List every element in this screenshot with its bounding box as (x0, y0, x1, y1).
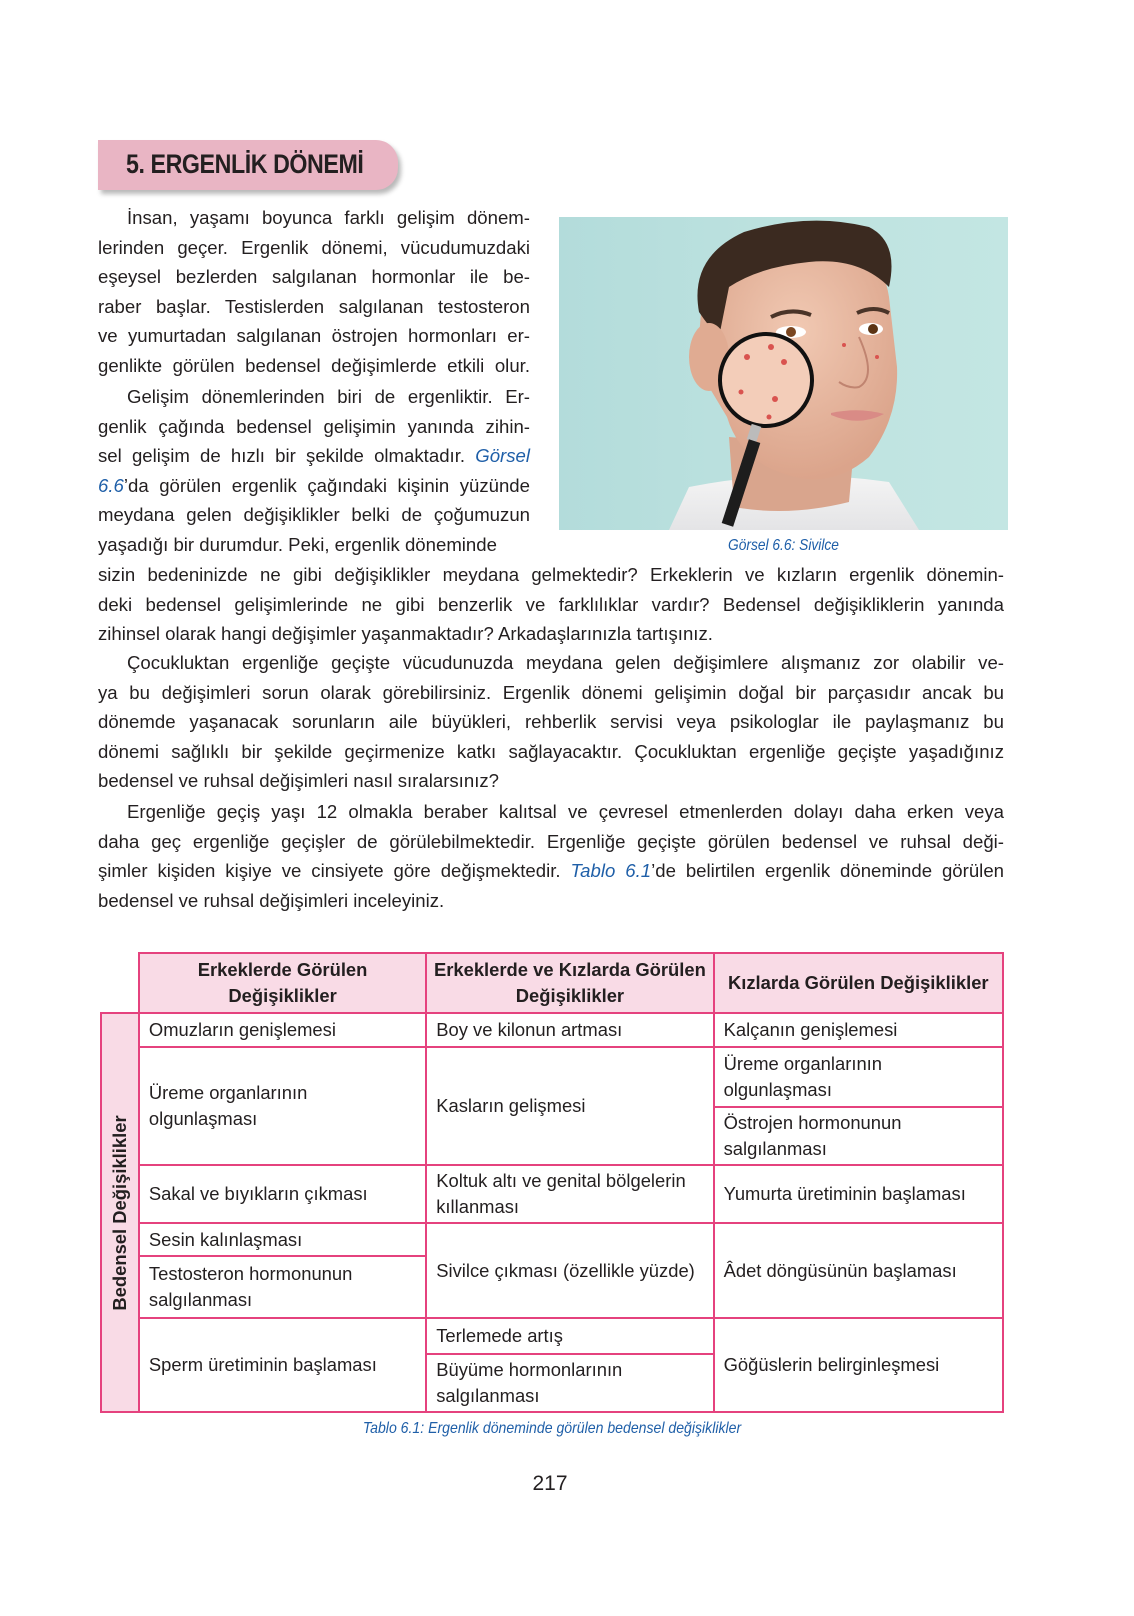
text-line: eşeysel bezlerden salgılanan hormonlar ile be- (98, 266, 530, 288)
header-both: Erkeklerde ve Kızlarda Görülen Değişiklikler (426, 953, 713, 1013)
section-title: 5. ERGENLİK DÖNEMİ (126, 149, 364, 179)
text-line: Çocukluktan ergenliğe geçişte vücudunuzda meydana gelen değişimlere alışmanız zor olabilir ve- (127, 652, 1004, 673)
figure-reference-link[interactable]: 6.6 (98, 474, 124, 496)
text-line (98, 856, 1004, 886)
intro-paragraph-2 (98, 382, 530, 560)
table-cell: Sakal ve bıyıkların çıkması (139, 1165, 426, 1223)
table-row (101, 1318, 1003, 1354)
side-label: Bedensel Değişiklikler (108, 1114, 130, 1311)
table-cell: Üreme organlarının olgunlaşması (139, 1047, 426, 1165)
text-line: sizin bedeninizde ne gibi değişiklikler meydana gelmektedir? Erkeklerin ve kızların ergenlik dönemin- (98, 564, 1004, 585)
table-cell: Yumurta üretiminin başlaması (714, 1165, 1003, 1223)
acne-photo (559, 217, 1008, 530)
text-line: bedensel ve ruhsal değişimleri nasıl sıralarsınız? (98, 770, 499, 792)
table-cell: Kalçanın genişlemesi (714, 1013, 1003, 1047)
text-line: raber başlar. Testislerden salgılanan testosteron (98, 295, 530, 317)
paragraph-3 (98, 648, 1004, 796)
text-line: zihinsel olarak hangi değişimler yaşanmaktadır? Arkadaşlarınızla tartışınız. (98, 623, 713, 645)
text-line (98, 471, 530, 501)
intro-paragraph-1 (98, 203, 530, 381)
table-header-row (101, 953, 1003, 1013)
table-cell: Sesin kalınlaşması (139, 1223, 426, 1256)
text-line: yaşadığı bir durumdur. Peki, ergenlik döneminde (98, 533, 497, 555)
table-cell: Östrojen hormonunun salgılanması (714, 1107, 1003, 1165)
table-cell: Terlemede artış (426, 1318, 713, 1354)
paragraph-4 (98, 797, 1004, 915)
table-row (101, 1165, 1003, 1223)
table-cell: Sivilce çıkması (özellikle yüzde) (426, 1223, 713, 1318)
text-line: Ergenliğe geçiş yaşı 12 olmakla beraber kalıtsal ve çevresel etmenlerden dolayı daha erken veya (127, 801, 1004, 822)
section-title-banner (98, 140, 398, 190)
text-fragment: ’de belirtilen ergenlik döneminde görülen (651, 860, 1004, 882)
header-male: Erkeklerde Görülen Değişiklikler (139, 953, 426, 1013)
puberty-changes-table (100, 952, 1004, 1413)
side-label-cell (101, 1013, 139, 1412)
header-female: Kızlarda Görülen Değişiklikler (714, 953, 1003, 1013)
text-line: dönemi sağlıklı bir şekilde geçirmenize katkı sağlayacaktır. Çocukluktan ergenliğe geçişte yaşadığınız (98, 740, 1004, 762)
table-cell: Koltuk altı ve genital bölgelerin kıllanması (426, 1165, 713, 1223)
text-line: Gelişim dönemlerinden biri de ergenliktir. Er- (127, 386, 530, 407)
text-line: bedensel ve ruhsal değişimleri inceleyiniz. (98, 889, 445, 911)
text-line: deki bedensel gelişimlerinde ne gibi benzerlik ve farklılıklar vardır? Bedensel değişikliklerin yanında (98, 593, 1004, 615)
text-fragment: ’da görülen ergenlik çağındaki kişinin yüzünde (123, 474, 530, 496)
table-caption: Tablo 6.1: Ergenlik döneminde görülen bedensel değişiklikler (362, 1420, 742, 1437)
text-fragment: şimler kişiden kişiye ve cinsiyete göre değişmektedir. (98, 860, 561, 882)
text-line: ve yumurtadan salgılanan östrojen hormonları er- (98, 325, 530, 347)
table-cell: Omuzların genişlemesi (139, 1013, 426, 1047)
text-line: genlik çağında bedensel gelişimin yanında zihin- (98, 415, 530, 437)
table-cell: Büyüme hormonlarının salgılanması (426, 1354, 713, 1412)
teen-face-illustration (559, 217, 1008, 530)
table-cell: Sperm üretiminin başlaması (139, 1318, 426, 1412)
text-line: İnsan, yaşamı boyunca farklı gelişim dönem- (127, 207, 530, 228)
text-line: ya bu değişimleri sorun olarak görebilirsiniz. Ergenlik dönemi gelişimin doğal bir parçasıdır ancak bu (98, 681, 1004, 703)
text-line (98, 441, 530, 471)
figure-reference-link[interactable]: Görsel (475, 445, 530, 467)
table-cell: Göğüslerin belirginleşmesi (714, 1318, 1003, 1412)
table-cell: Âdet döngüsünün başlaması (714, 1223, 1003, 1318)
table-cell: Kasların gelişmesi (426, 1047, 713, 1165)
intro-paragraph-2-continued (98, 560, 1004, 649)
table-corner (101, 953, 139, 1013)
table-reference-link[interactable]: Tablo 6.1 (570, 860, 652, 882)
text-line: lerinden geçer. Ergenlik dönemi, vücudumuzdaki (98, 236, 530, 258)
table-row (101, 1223, 1003, 1256)
text-line: dönemde yaşanacak sorunların aile büyükleri, rehberlik servisi veya psikologlar ile paylaşmanız bu (98, 711, 1004, 733)
text-line: meydana gelen değişiklikler belki de çoğumuzun (98, 504, 530, 526)
figure-caption: Görsel 6.6: Sivilce (728, 537, 839, 554)
text-fragment: sel gelişim de hızlı bir şekilde olmaktadır. (98, 445, 466, 467)
page-number: 217 (532, 1472, 568, 1495)
table-cell: Üreme organlarının olgunlaşması (714, 1047, 1003, 1107)
text-line: daha geç ergenliğe geçişler de görülebilmektedir. Ergenliğe geçişte görülen bedensel ve ruhsal deği- (98, 830, 1004, 852)
text-line: genlikte görülen bedensel değişimlerde etkili olur. (98, 354, 530, 376)
table-cell: Boy ve kilonun artması (426, 1013, 713, 1047)
table-row (101, 1013, 1003, 1047)
table-cell: Testosteron hormonunun salgılanması (139, 1256, 426, 1318)
table-row (101, 1047, 1003, 1107)
